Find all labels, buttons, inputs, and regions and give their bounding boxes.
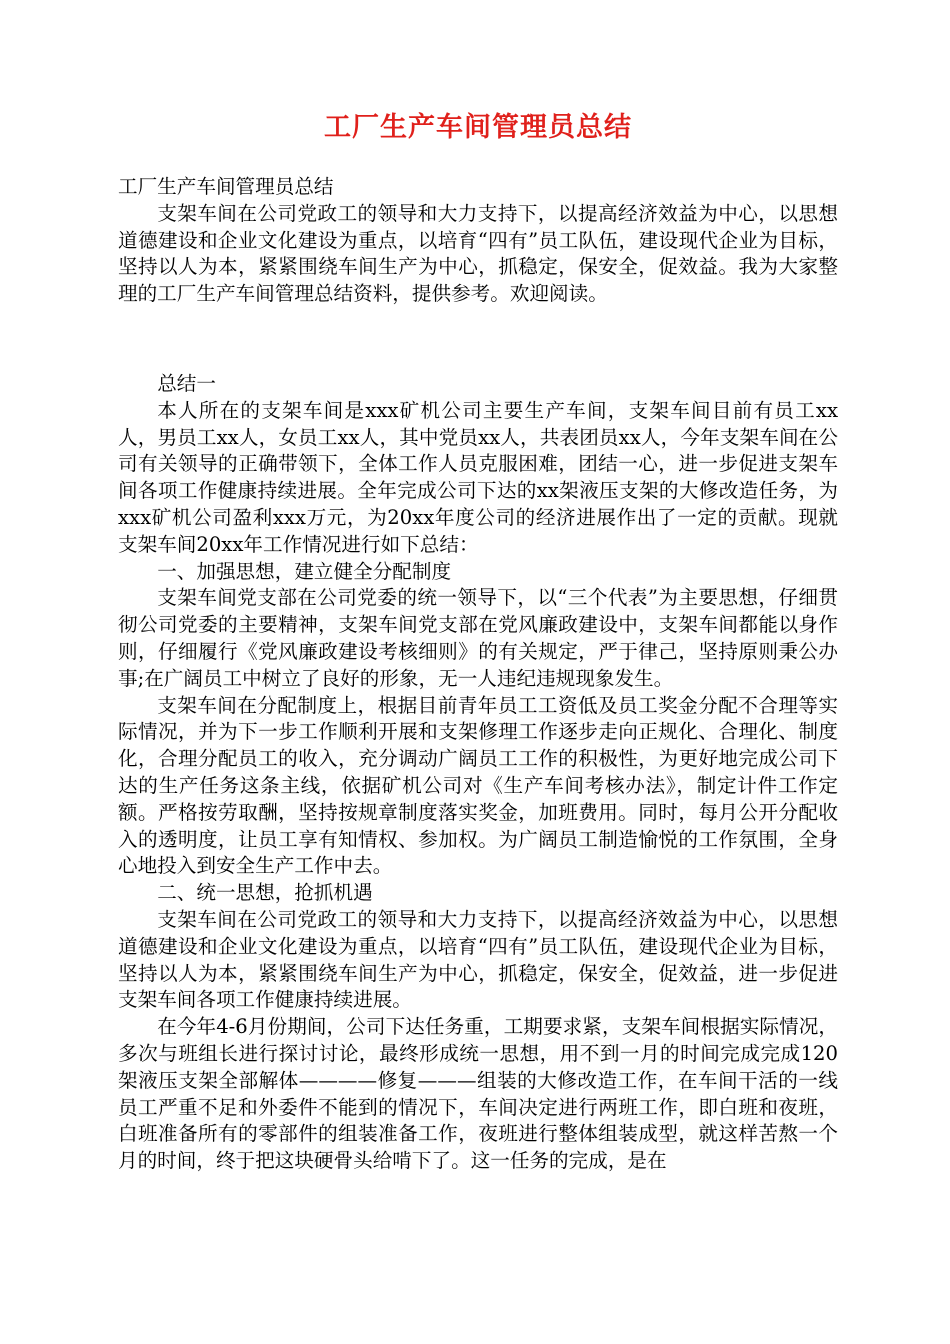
document-subtitle: 工厂生产车间管理员总结 [118, 175, 334, 198]
body-paragraph: 在今年4-6月份期间，公司下达任务重，工期要求紧，支架车间根据实际情况，多次与班组长进行探讨讨论，最终形成统一思想，用不到一月的时间完成完成120架液压支架全部解体————修复———组装的大修改造工作，在车间干活的一线员工严重不足和外委件不能到的情况下，车间决定进行两班工作，即白班和夜班，白班准备所有的零部件的组装准备工作，夜班进行整体组装成型，就这样苦熬一个月的时间，终于把这块硬骨头给啃下了。这一任务的完成，是在 [118, 1015, 838, 1173]
body-paragraph: 支架车间在公司党政工的领导和大力支持下，以提高经济效益为中心，以思想道德建设和企业文化建设为重点，以培育“四有”员工队伍，建设现代企业为目标，坚持以人为本，紧紧围绕车间生产为中心，抓稳定，保安全，促效益，进一步促进支架车间各项工作健康持续进展。 [118, 907, 838, 1012]
section-subheading: 一、加强思想，建立健全分配制度 [157, 559, 452, 583]
body-paragraph: 支架车间在分配制度上，根据目前青年员工工资低及员工奖金分配不合理等实际情况，并为下一步工作顺利开展和支架修理工作逐步走向正规化、合理化、制度化，合理分配员工的收入，充分调动广阔员工工作的积极性，为更好地完成公司下达的生产任务这条主线，依据矿机公司对《生产车间考核办法》，制定计件工作定额。严格按劳取酬，坚持按规章制度落实奖金，加班费用。同时，每月公开分配收入的透明度，让员工享有知情权、参加权。为广阔员工制造愉悦的工作氛围，全身心地投入到安全生产工作中去。 [118, 693, 838, 878]
section-heading: 总结一 [157, 372, 216, 395]
body-paragraph: 支架车间党支部在公司党委的统一领导下，以“三个代表”为主要思想，仔细贯彻公司党委的主要精神，支架车间党支部在党风廉政建设中，支架车间都能以身作则，仔细履行《党风廉政建设考核细则》的有关规定，严于律己，坚持原则秉公办事;在广阔员工中树立了良好的形象，无一人违纪违规现象发生。 [118, 586, 838, 690]
section-subheading: 二、统一思想，抢抓机遇 [157, 881, 373, 905]
section-one-block [118, 371, 838, 1175]
body-paragraph: 本人所在的支架车间是xxx矿机公司主要生产车间，支架车间目前有员工xx人，男员工xx人，女员工xx人，其中党员xx人，共表团员xx人，今年支架车间在公司有关领导的正确带领下，全体工作人员克服困难，团结一心，进一步促进支架车间各项工作健康持续进展。全年完成公司下达的xx架液压支架的大修改造任务，为xxx矿机公司盈利xxx万元，为20xx年度公司的经济进展作出了一定的贡献。现就支架车间20xx年工作情况进行如下总结： [118, 398, 838, 556]
intro-paragraph: 支架车间在公司党政工的领导和大力支持下，以提高经济效益为中心，以思想道德建设和企业文化建设为重点，以培育“四有”员工队伍，建设现代企业为目标，坚持以人为本，紧紧围绕车间生产为中心，抓稳定，保安全，促效益。我为大家整理的工厂生产车间管理总结资料，提供参考。欢迎阅读。 [118, 201, 838, 306]
intro-block [118, 174, 838, 308]
document-title: 工厂生产车间管理员总结 [324, 112, 632, 143]
